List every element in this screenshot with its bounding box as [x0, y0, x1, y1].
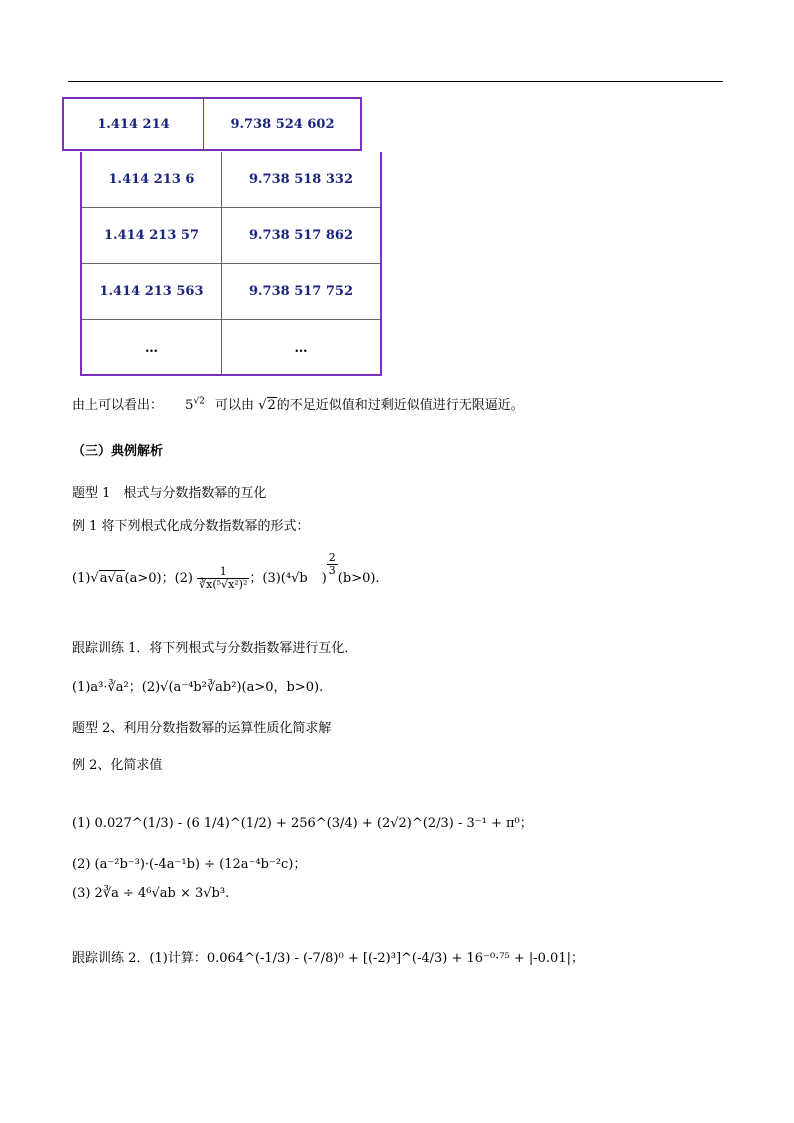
table-row	[82, 264, 380, 320]
table-cell: 9.738 524 602	[230, 116, 335, 132]
example-1: 例 1 将下列根式化成分数指数幂的形式：	[72, 519, 310, 534]
power-expression	[185, 398, 205, 413]
table-row	[82, 208, 380, 264]
ex1-part1-radical: √a√a	[90, 571, 124, 586]
example-2: 例 2、化简求值	[72, 758, 163, 773]
table-cell: …	[82, 320, 222, 376]
ex1-part3-radical: ⁴√b	[285, 571, 308, 586]
table-row	[82, 320, 380, 376]
practice-1-expression: (1)a³·∛a²；(2)√(a⁻⁴b²∛ab²)(a>0，b>0).	[72, 680, 324, 695]
example-1-expression	[72, 551, 380, 591]
power-exponent: √2	[193, 396, 205, 407]
header-rule	[68, 81, 723, 82]
exponent-denominator: 3	[328, 564, 336, 577]
exponent-numerator: 2	[328, 551, 336, 564]
ex1-part3-condition: (b>0).	[337, 571, 380, 586]
sqrt-radicand: 2	[267, 398, 276, 413]
table-cell: 9.738 517 862	[248, 228, 354, 243]
table-cell: 9.738 518 332	[248, 172, 354, 187]
example-2-line-3: (3) 2∛a ÷ 4⁶√ab × 3√b³.	[72, 886, 230, 901]
fraction-numerator: 1	[197, 566, 249, 579]
table-cell: 1.414 213 6	[82, 152, 222, 207]
ex1-part1-label: (1)	[72, 571, 91, 586]
practice-1: 跟踪训练 1．将下列根式与分数指数幂进行互化．	[72, 641, 358, 656]
ex1-part3-close: )	[321, 571, 327, 586]
practice-2: 跟踪训练 2．(1)计算：0.064^(-1/3) - (-7/8)⁰ + [(-2)³]^(-4/3) + 16⁻⁰·⁷⁵ + |-0.01|；	[72, 951, 584, 966]
ex1-part3-exponent	[327, 552, 338, 577]
ex1-part1-radicand: a√a	[99, 571, 124, 586]
table-row	[82, 152, 380, 208]
topic-2: 题型 2、利用分数指数幂的运算性质化简求解	[72, 721, 332, 736]
topic-1: 题型 1 根式与分数指数幂的互化	[72, 486, 267, 501]
example-2-line-2: (2) (a⁻²b⁻³)·(-4a⁻¹b) ÷ (12a⁻⁴b⁻²c)；	[72, 857, 307, 872]
table-cell: …	[294, 340, 308, 356]
example-2-line-1: (1) 0.027^(1/3) - (6 1/4)^(1/2) + 256^(3/4) + (2√2)^(2/3) - 3⁻¹ + π⁰；	[72, 816, 533, 831]
sqrt-expression: √2	[258, 398, 276, 413]
section-title: （三）典例解析	[72, 444, 164, 459]
table-cell: 1.414 213 57	[82, 208, 222, 263]
fraction-denominator: ∛x(⁵√x²)²	[199, 578, 248, 591]
table-top-row	[62, 97, 362, 151]
conclusion-suffix: 的不足近似值和过剩近似值进行无限逼近。	[276, 398, 524, 413]
conclusion-mid: 可以由	[215, 398, 255, 413]
ex1-part2-fraction	[197, 566, 249, 591]
table-cell: 1.414 214	[64, 99, 204, 149]
conclusion-prefix: 由上可以看出：	[72, 398, 164, 413]
ex1-part3-label: ；(3)(	[249, 571, 286, 586]
power-base: 5	[185, 398, 194, 413]
conclusion-line	[72, 394, 524, 413]
ex1-part1-condition: (a>0)；(2)	[124, 571, 193, 586]
approximation-table	[80, 152, 382, 376]
table-cell: 9.738 517 752	[248, 284, 354, 299]
table-cell: 1.414 213 563	[82, 264, 222, 319]
